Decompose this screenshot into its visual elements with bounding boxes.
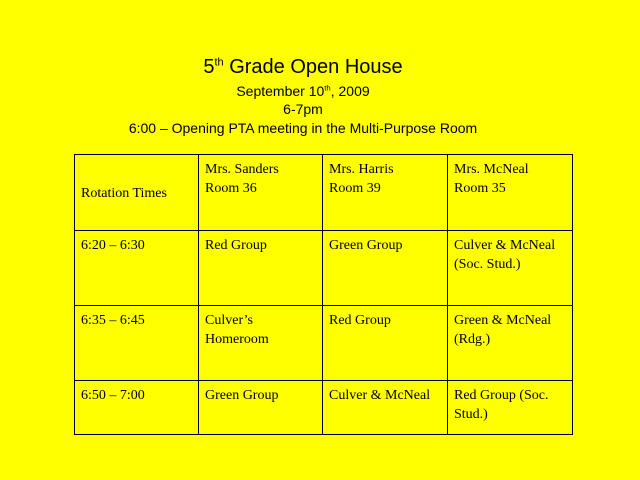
event-date [0,82,606,100]
page-header [0,0,640,150]
table-cell: Red Group (Soc. Stud.) [448,381,573,435]
room-number: Room 36 [205,181,257,196]
room-number: Room 39 [329,181,381,196]
teacher-name: Mrs. Harris [329,162,394,177]
table-cell: Green Group [323,231,448,306]
table-cell: Green & McNeal (Rdg.) [448,306,573,381]
table-cell: Culver & McNeal (Soc. Stud.) [448,231,573,306]
date-year: , 2009 [330,83,370,99]
table-cell: Red Group [323,306,448,381]
table-cell: Culver’s Homeroom [199,306,323,381]
column-header-sanders [199,155,323,231]
table-cell: Green Group [199,381,323,435]
date-text: September 10 [236,83,325,99]
title-superscript: th [214,56,224,69]
table-header-row [75,155,573,231]
date-superscript: th [324,83,331,93]
column-header-mcneal [448,155,573,231]
rotation-schedule-table [74,154,573,435]
event-time: 6-7pm [283,101,323,117]
teacher-name: Mrs. Sanders [205,162,279,177]
room-number: Room 35 [454,181,506,196]
rotation-time-cell: 6:35 – 6:45 [75,306,199,381]
rotation-time-cell: 6:50 – 7:00 [75,381,199,435]
column-header-harris [323,155,448,231]
page-title [0,55,606,79]
column-header-rotation-times [75,155,199,231]
table-cell: Red Group [199,231,323,306]
title-number: 5 [203,56,215,78]
opening-meeting-note: 6:00 – Opening PTA meeting in the Multi-Purpose Room [128,120,478,136]
column-header-label: Rotation Times [81,185,167,201]
table-row [75,231,573,306]
table-row [75,381,573,435]
table-row [75,306,573,381]
title-text: Grade Open House [223,56,403,78]
rotation-time-cell: 6:20 – 6:30 [75,231,199,306]
teacher-name: Mrs. McNeal [454,162,529,177]
table-cell: Culver & McNeal [323,381,448,435]
